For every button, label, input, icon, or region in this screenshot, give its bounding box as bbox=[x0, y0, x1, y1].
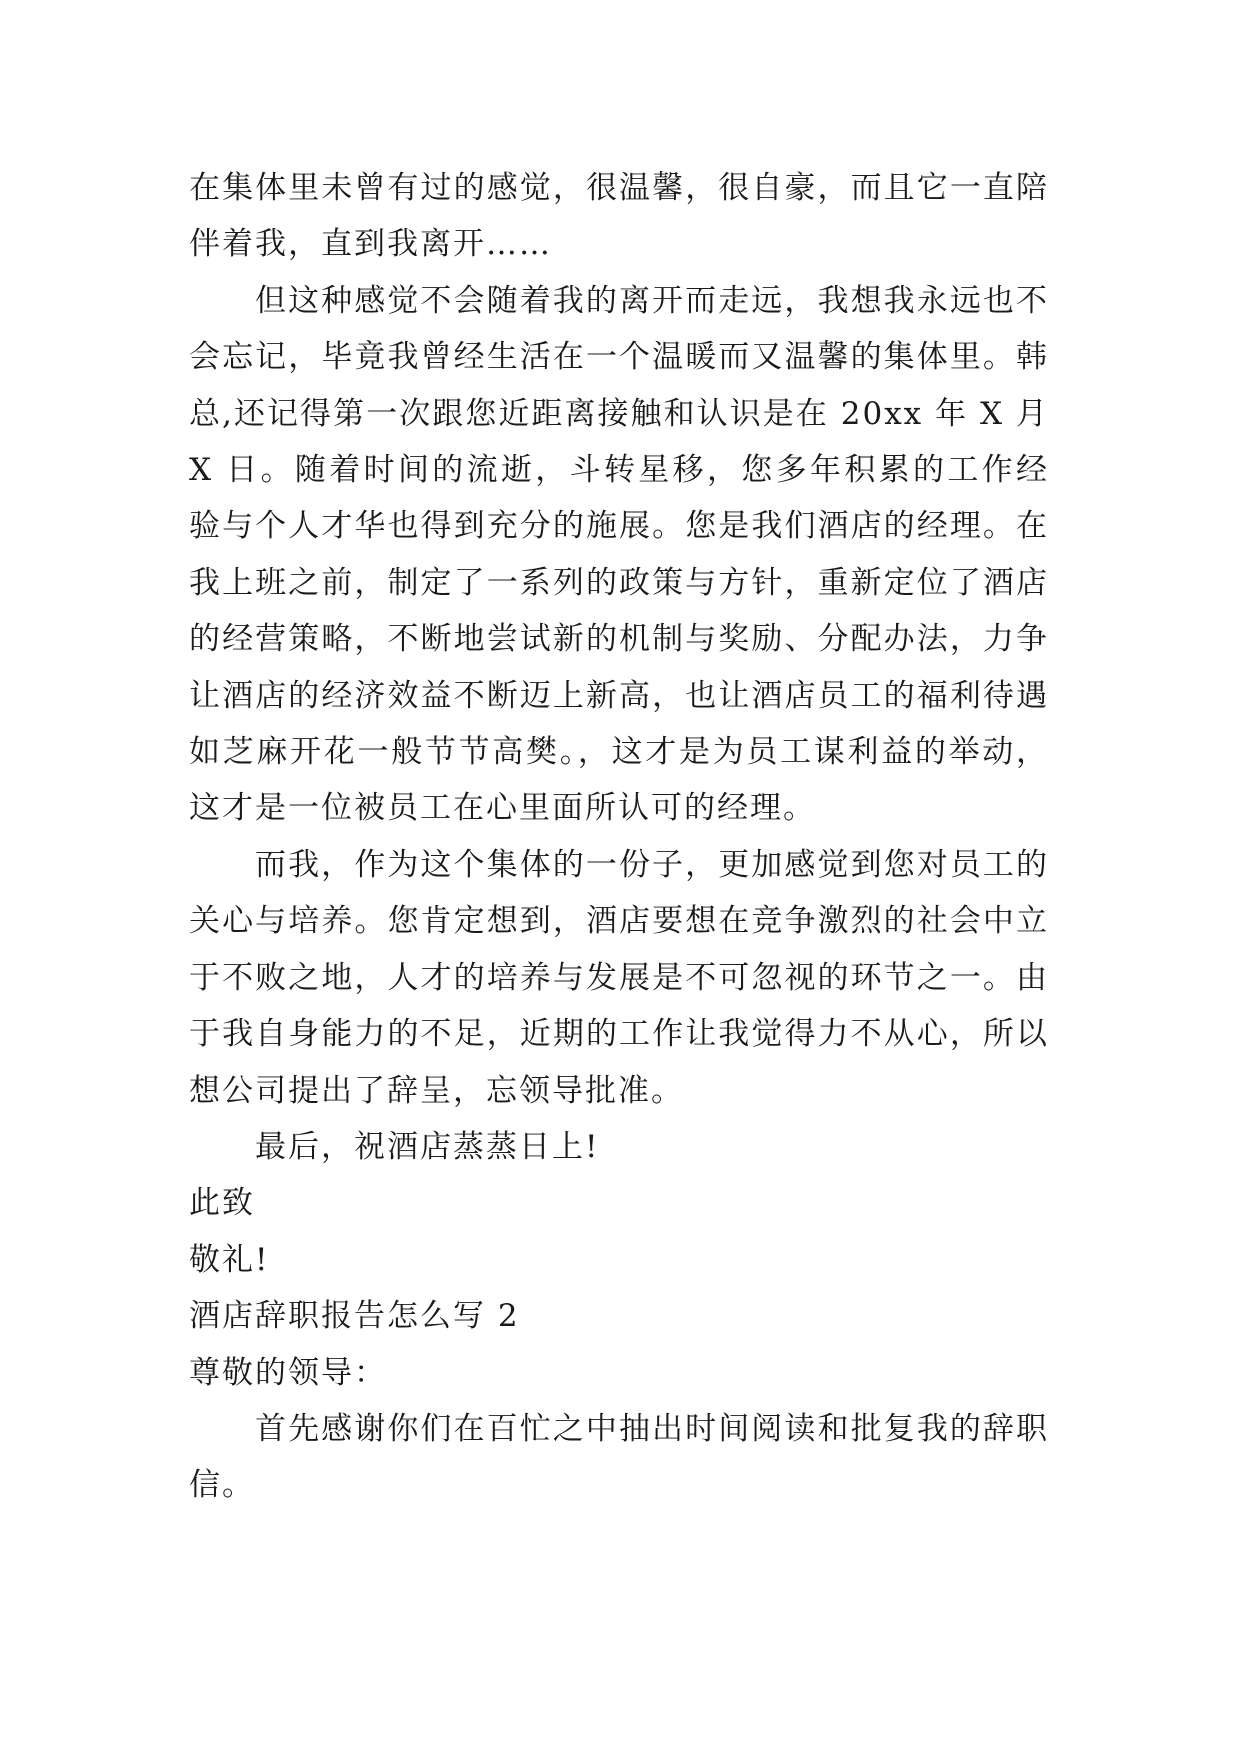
salutation-jingli: 敬礼! bbox=[189, 1241, 270, 1278]
section-heading: 酒店辞职报告怎么写 2 bbox=[189, 1298, 520, 1335]
paragraph-thanks: 首先感谢你们在百忙之中抽出时间阅读和批复我的辞职信。 bbox=[189, 1410, 1049, 1504]
paragraph-closing-wish: 最后，祝酒店蒸蒸日上! bbox=[255, 1128, 600, 1165]
document-body bbox=[189, 160, 1049, 1514]
paragraph-resignation-reason: 而我，作为这个集体的一份子，更加感觉到您对员工的关心与培养。您肯定想到，酒店要想在竞争激烈的社会中立于不败之地，人才的培养与发展是不可忽视的环节之一。由于我自身能力的不足，近期的工作让我觉得力不从心，所以想公司提出了辞呈，忘领导批准。 bbox=[189, 846, 1049, 1109]
paragraph-continuation: 在集体里未曾有过的感觉，很温馨，很自豪，而且它一直陪伴着我，直到我离开…… bbox=[189, 170, 1049, 263]
salutation-cizhi: 此致 bbox=[189, 1185, 255, 1222]
letter-greeting: 尊敬的领导： bbox=[189, 1354, 387, 1391]
paragraph-memory-of-manager: 但这种感觉不会随着我的离开而走远，我想我永远也不会忘记，毕竟我曾经生活在一个温暖而又温馨的集体里。韩总,还记得第一次跟您近距离接触和认识是在 20xx 年 X 月 X 日。随着时间的流逝，斗转星移，您多年积累的工作经验与个人才华也得到充分的施展。您是我们酒店的经理。在我上班之前，制定了一系列的政策与方针，重新定位了酒店的经营策略，不断地尝试新的机制与奖励、分配办法，力争让酒店的经济效益不断迈上新高，也让酒店员工的福利待遇如芝麻开花一般节节高樊。，这才是为员工谋利益的举动，这才是一位被员工在心里面所认可的经理。 bbox=[189, 282, 1049, 827]
